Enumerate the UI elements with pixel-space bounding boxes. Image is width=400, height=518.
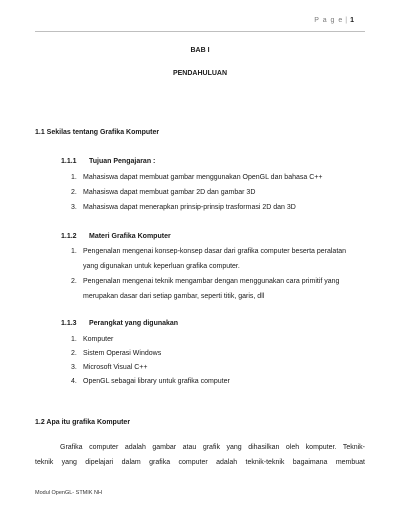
- list-item-continuation: merupakan dasar dari setiap gambar, seperti titik, garis, dll: [83, 293, 265, 300]
- list-item: 2. Pengenalan mengenai teknik mengambar dengan menggunakan cara primitif yang: [71, 278, 340, 285]
- paragraph-line: teknik yang dipelajari dalam grafika computer adalah teknik-teknik bagaimana membuat: [35, 459, 365, 466]
- list-item: 3. Microsoft Visual C++: [71, 364, 148, 371]
- subsection-heading: [61, 158, 155, 165]
- list-item: 1. Mahasiswa dapat membuat gambar menggunakan OpenGL dan bahasa C++: [71, 174, 323, 181]
- chapter-label: BAB I: [190, 47, 210, 54]
- list-item: 2. Sistem Operasi Windows: [71, 350, 162, 357]
- header-rule: [35, 31, 365, 32]
- page-label: P a g e: [314, 17, 344, 24]
- subsection-heading: [61, 233, 171, 240]
- section-heading: 1.2 Apa itu grafika Komputer: [35, 419, 131, 426]
- list-item: 4. OpenGL sebagai library untuk grafika computer: [71, 378, 230, 385]
- list-item: 1. Pengenalan mengenai konsep-konsep dasar dari grafika computer beserta peralatan: [71, 248, 347, 255]
- subsection-number: 1.1.1: [61, 158, 77, 165]
- footer-text: Modul OpenGL- STMIK NH: [35, 490, 102, 496]
- subsection-title: Perangkat yang digunakan: [89, 320, 179, 327]
- subsection-heading: [61, 320, 178, 327]
- list-item: 1. Komputer: [71, 336, 114, 343]
- paragraph-line: Grafika computer adalah gambar atau grafik yang dihasilkan oleh komputer. Teknik-: [60, 444, 365, 451]
- list-item-continuation: yang digunakan untuk keperluan grafika computer.: [83, 263, 240, 270]
- chapter-title: PENDAHULUAN: [172, 70, 228, 77]
- subsection-title: Tujuan Pengajaran :: [89, 158, 156, 165]
- list-item: 2. Mahasiswa dapat membuat gambar 2D dan gambar 3D: [71, 189, 256, 196]
- page-number: 1: [350, 17, 354, 24]
- subsection-title: Materi Grafika Komputer: [89, 233, 171, 240]
- subsection-number: 1.1.2: [61, 233, 77, 240]
- subsection-number: 1.1.3: [61, 320, 77, 327]
- list-item: 3. Mahasiswa dapat menerapkan prinsip-prinsip trasformasi 2D dan 3D: [71, 204, 296, 211]
- page-separator: |: [345, 17, 349, 24]
- page-number-header: [314, 17, 354, 24]
- section-heading: 1.1 Sekilas tentang Grafika Komputer: [35, 129, 160, 136]
